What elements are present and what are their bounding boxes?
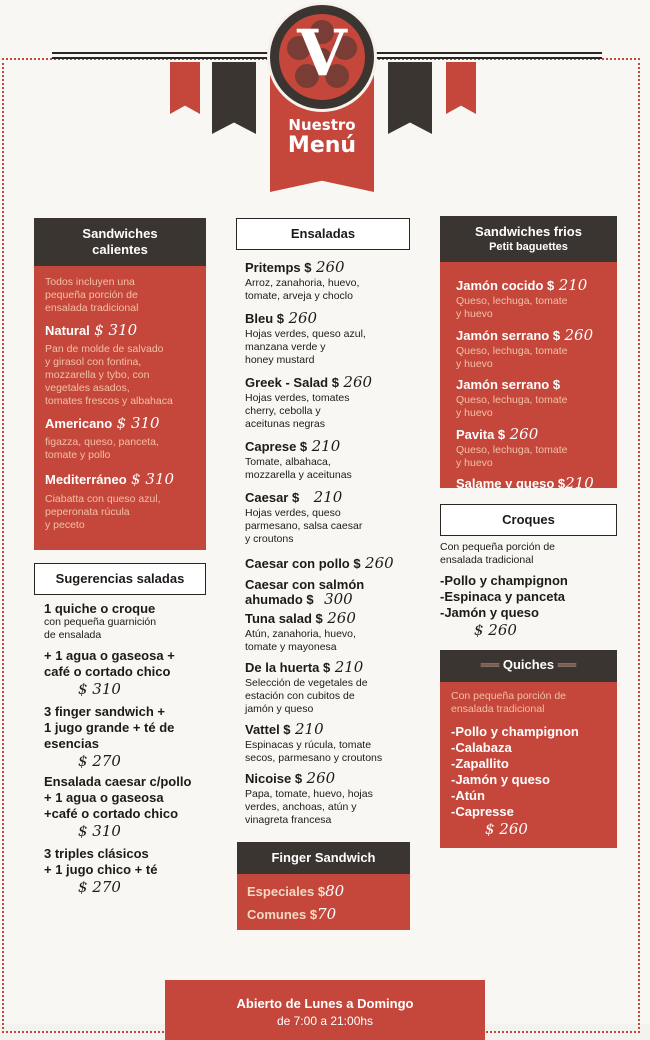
- section-subtitle: Petit baguettes: [489, 241, 568, 253]
- item-description: Tomate, albahaca, mozzarella y aceitunas: [245, 456, 352, 481]
- suggestion-note: con pequeña guarnición de ensalada: [44, 616, 157, 641]
- menu-item: Caesar con pollo $ 260: [245, 554, 394, 572]
- suggestion-price: $ 270: [78, 752, 121, 770]
- section-ensaladas: [245, 258, 430, 827]
- item-description: Queso, lechuga, tomate y huevo: [456, 295, 568, 320]
- hours-time: de 7:00 a 21:00hs: [276, 1014, 374, 1028]
- section-header-sandwiches-frios: [440, 216, 617, 262]
- section-header-croques: Croques: [440, 504, 617, 536]
- item-description: Papa, tomate, huevo, hojas verdes, anchoas, atún y vinagreta francesa: [245, 788, 373, 826]
- header-rule-right-2: [370, 57, 602, 59]
- section-sandwiches-frios: [440, 262, 617, 492]
- croques-price: $ 260: [474, 621, 517, 639]
- item-description: figazza, queso, panceta, tomate y pollo: [45, 436, 159, 461]
- suggestion-price: $ 270: [78, 878, 121, 896]
- menu-item: Especiales $80: [247, 882, 345, 900]
- menu-item: Vattel $ 210: [245, 720, 324, 738]
- intro-note: Todos incluyen una pequeña porción de ensalada tradicional: [45, 276, 139, 314]
- item-description: Selección de vegetales de estación con cubitos de jamón y queso: [245, 677, 368, 715]
- section-header-quiches: ══ Quiches ══: [440, 650, 617, 682]
- section-finger-sandwich: [237, 874, 410, 930]
- item-description: Espinacas y rúcula, tomate secos, parmesano y croutons: [245, 739, 383, 764]
- item-description: Pan de molde de salvado y girasol con fontina, mozzarella y tybo, con vegetales asados, tomates frescos y albahaca: [45, 343, 173, 407]
- header-rule-left-2: [52, 57, 282, 59]
- item-description: Queso, lechuga, tomate y huevo: [456, 444, 568, 469]
- menu-item: Pritemps $ 260: [245, 258, 345, 276]
- quiches-price: $ 260: [485, 820, 528, 838]
- section-title-line2: calientes: [92, 242, 148, 257]
- menu-item: Caesar $ 210: [245, 488, 343, 506]
- menu-item: Mediterráneo $ 310: [45, 470, 175, 488]
- croques-note: Con pequeña porción de ensalada tradicional: [440, 541, 556, 566]
- suggestion-price: $ 310: [78, 680, 121, 698]
- croques-list: -Pollo y champignon -Espinaca y panceta -Jamón y queso: [440, 573, 568, 620]
- suggestion-title: 3 finger sandwich + 1 jugo grande + té de esencias: [44, 704, 175, 751]
- menu-item: De la huerta $ 210: [245, 658, 364, 676]
- menu-item: Jamón cocido $ 210: [456, 276, 588, 294]
- section-header-finger-sandwich: Finger Sandwich: [237, 842, 410, 874]
- section-header-sugerencias: Sugerencias saladas: [34, 563, 206, 595]
- suggestion-title: 3 triples clásicos + 1 jugo chico + té: [44, 846, 158, 877]
- menu-item: Caesar con salmón ahumado $ 300: [245, 577, 365, 608]
- menu-item: Americano $ 310: [45, 414, 160, 432]
- menu-item: Bleu $ 260: [245, 309, 318, 327]
- menu-item: Salame y queso $210: [456, 474, 594, 492]
- logo: [267, 2, 377, 112]
- flower-icon: [279, 14, 365, 100]
- logo-letter: V: [297, 16, 347, 91]
- section-croques: [440, 541, 620, 639]
- menu-item: Tuna salad $ 260: [245, 609, 356, 627]
- quiches-note: Con pequeña porción de ensalada tradicional: [451, 690, 567, 715]
- section-title: Sandwiches frios: [475, 224, 582, 239]
- section-sandwiches-calientes: [34, 266, 206, 550]
- menu-item: Pavita $ 260: [456, 425, 539, 443]
- opening-hours: [165, 980, 485, 1040]
- item-description: Atún, zanahoria, huevo, tomate y mayonesa: [245, 628, 356, 653]
- menu-item: Caprese $ 210: [245, 437, 341, 455]
- hours-days: Abierto de Lunes a Domingo: [236, 996, 414, 1011]
- quiches-list: -Pollo y champignon -Calabaza -Zapallito -Jamón y queso -Atún -Capresse: [451, 724, 579, 819]
- logo-title: [270, 118, 374, 157]
- suggestion-price: $ 310: [78, 822, 121, 840]
- suggestion-title: Ensalada caesar c/pollo + 1 agua o gaseosa +café o cortado chico: [44, 774, 192, 821]
- header-rule-left: [52, 52, 282, 54]
- menu-item: Jamón serrano $: [456, 377, 561, 392]
- logo-title-line1: Nuestro: [288, 116, 356, 134]
- item-description: Hojas verdes, queso azul, manzana verde y honey mustard: [245, 328, 366, 366]
- item-description: Hojas verdes, tomates cherry, cebolla y aceitunas negras: [245, 392, 350, 430]
- menu-item: Natural $ 310: [45, 321, 138, 339]
- section-header-ensaladas: Ensaladas: [236, 218, 410, 250]
- item-description: Queso, lechuga, tomate y huevo: [456, 394, 568, 419]
- section-sugerencias: [44, 601, 214, 896]
- item-description: Ciabatta con queso azul, peperonata rúcula y peceto: [45, 493, 161, 531]
- item-description: Arroz, zanahoria, huevo, tomate, arveja y choclo: [245, 277, 360, 302]
- item-description: Hojas verdes, queso parmesano, salsa caesar y croutons: [245, 507, 363, 545]
- section-header-sandwiches-calientes: [34, 218, 206, 266]
- menu-item: Nicoise $ 260: [245, 769, 336, 787]
- menu-item: Jamón serrano $ 260: [456, 326, 594, 344]
- section-title-line1: Sandwiches: [82, 226, 158, 241]
- suggestion-title: 1 quiche o croque: [44, 601, 156, 616]
- suggestion-extras: + 1 agua o gaseosa + café o cortado chico: [44, 648, 175, 679]
- item-description: Queso, lechuga, tomate y huevo: [456, 345, 568, 370]
- logo-title-line2: Menú: [287, 132, 357, 158]
- menu-item: Greek - Salad $ 260: [245, 373, 373, 391]
- header-rule-right: [370, 52, 602, 54]
- menu-item: Comunes $70: [247, 905, 337, 923]
- section-quiches: [440, 682, 617, 848]
